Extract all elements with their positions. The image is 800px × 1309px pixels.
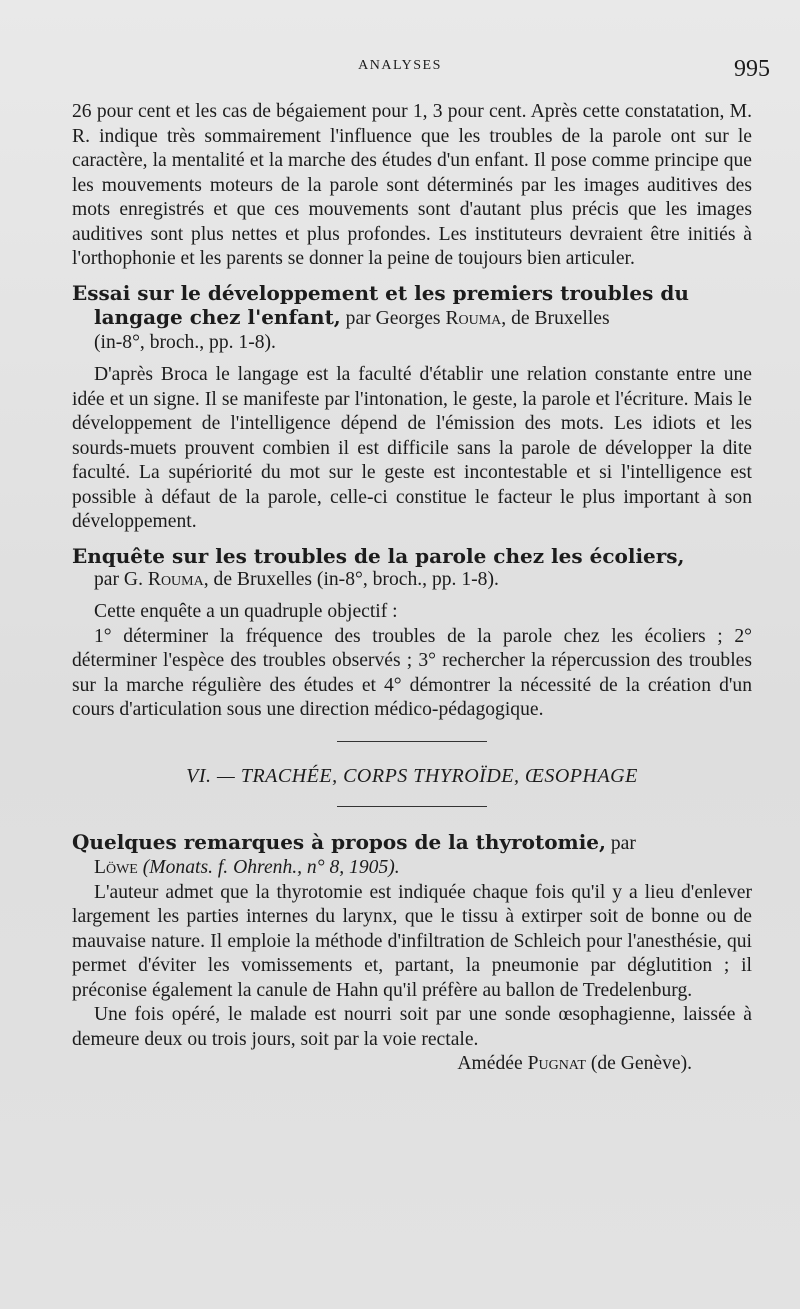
- entry-title-line-1: Essai sur le développement et les premiers troubles du: [72, 280, 689, 305]
- entry-paragraph: L'auteur admet que la thyrotomie est indiquée chaque fois qu'il y a lieu d'enlever largement les parties internes du larynx, que le tissu à extirper soit de bonne ou de mauvaise nature. Il emploie la méthode d'infiltration de Schleich pour l'anesthésie, qui permet d'éviter les vomissements et, partant, la pneumonie par déglutition ; il préconise également la canule de Hahn qu'il préfère au ballon de Tredelenburg.: [72, 881, 752, 1001]
- entry-title-text: Quelques remarques à propos de la thyrotomie,: [72, 830, 606, 854]
- entry-title-essai: [72, 281, 752, 331]
- entry-paragraph: Cette enquête a un quadruple objectif :: [94, 601, 398, 622]
- entry-title-line-2: [72, 305, 752, 331]
- entry-paragraph: 1° déterminer la fréquence des troubles de la parole chez les écoliers ; 2° déterminer l'espèce des troubles observés ; 3° rechercher la répercussion des troubles sur la marche régulière des études et 4° démontrer la nécessité de la création d'un cours d'articulation sous une direction médico-pédagogique.: [72, 625, 752, 720]
- page-content: [72, 100, 752, 1077]
- signature-name: Amédée: [457, 1053, 528, 1074]
- byline-suffix: , de Bruxelles (in-8°, broch., pp. 1-8).: [203, 568, 499, 590]
- signature-surname: Pugnat: [527, 1053, 586, 1074]
- author-name: Rouma: [147, 568, 204, 590]
- byline-suffix: , de Bruxelles: [501, 307, 610, 329]
- signature-place: (de Genève).: [585, 1053, 692, 1074]
- byline-prefix: par G.: [94, 568, 148, 590]
- entry-details: (in-8°, broch., pp. 1-8).: [94, 331, 276, 353]
- intro-paragraph: 26 pour cent et les cas de bégaiement pour 1, 3 pour cent. Après cette constatation, M. R. indique très sommairement l'influence que les troubles de la parole ont sur le caractère, la mentalité et la marche des études d'un enfant. Il pose comme principe que les mouvements moteurs de la parole sont déterminés par les images auditives des mots enregistrés et que ces mouvements sont d'autant plus précis que les images auditives sont plus nettes et plus profondes. Les instituteurs devraient être initiés à l'orthophonie et les parents se donner la peine de toujours bien articuler.: [72, 101, 752, 269]
- section-heading: VI. — TRACHÉE, CORPS THYROÏDE, ŒSOPHAGE: [186, 764, 638, 787]
- entry-title-enquete: Enquête sur les troubles de la parole chez les écoliers,: [72, 543, 685, 568]
- section-divider: [337, 741, 487, 742]
- running-title: ANALYSES: [358, 58, 442, 73]
- entry-title-tail: par: [605, 833, 636, 854]
- page-number: 995: [734, 56, 770, 82]
- author-name: Löwe: [94, 857, 138, 878]
- entry-title-thyrotomie: [72, 830, 752, 856]
- entry-paragraph: Une fois opéré, le malade est nourri soit par une sonde œsophagienne, laissée à demeure deux ou trois jours, soit par la voie rectale.: [72, 1004, 752, 1050]
- signature: [72, 1052, 752, 1077]
- author-name: Rouma: [445, 307, 502, 329]
- entry-title-line-2-text: langage chez l'enfant,: [94, 304, 341, 329]
- entry-source: (Monats. f. Ohrenh., n° 8, 1905).: [137, 857, 400, 878]
- entry-byline: [72, 568, 752, 593]
- entry-paragraph: D'après Broca le langage est la faculté d'établir une relation constante entre une idée et un signe. Il se manifeste par l'intonation, le geste, la parole et l'écriture. Mais le développement de l'intelligence dépend de l'émission des mots. Les idiots et les sourds-muets prouvent combien il est difficile sans la parole de développer la dite faculté. La supériorité du mot sur le geste est incontestable et si l'intelligence est possible à défaut de la parole, celle-ci constitue le facteur le plus important à son développement.: [72, 364, 752, 532]
- byline-prefix: par Georges: [340, 307, 446, 329]
- entry-byline: [72, 856, 752, 881]
